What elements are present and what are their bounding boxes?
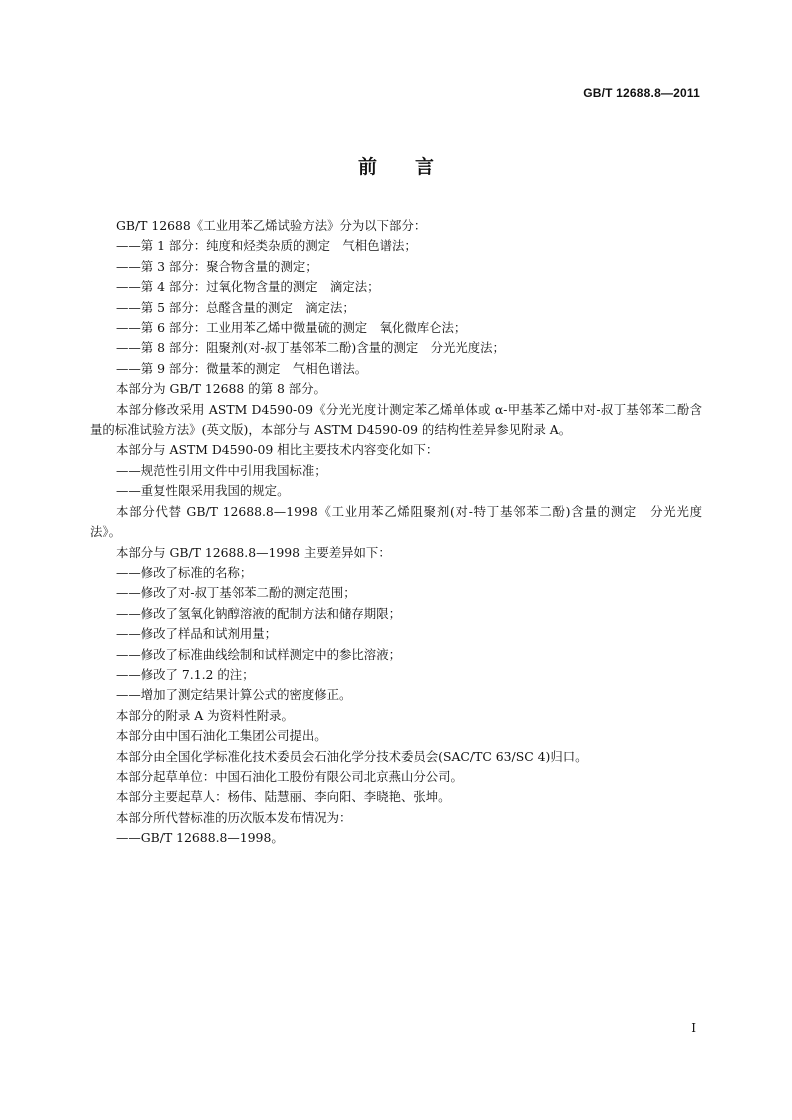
standard-number: GB/T 12688.8—2011 (583, 86, 700, 100)
paragraph: GB/T 12688《工业用苯乙烯试验方法》分为以下部分： (116, 218, 427, 233)
list-item: ——第 9 部分：微量苯的测定 气相色谱法。 (116, 360, 368, 376)
list-item: ——重复性限采用我国的规定。 (116, 483, 290, 499)
list-item: ——修改了标准曲线绘制和试样测定中的参比溶液； (116, 646, 401, 662)
paragraph: 本部分由全国化学标准化技术委员会石油化学分技术委员会(SAC/TC 63/SC 4)归口。 (116, 748, 588, 764)
list-item: ——第 5 部分：总醛含量的测定 滴定法； (116, 299, 355, 315)
list-item: ——第 6 部分：工业用苯乙烯中微量硫的测定 氧化微库仑法； (116, 320, 467, 336)
list-item: ——修改了对-叔丁基邻苯二酚的测定范围； (116, 585, 356, 601)
title-char-2: 言 (415, 156, 435, 178)
list-item: ——修改了样品和试剂用量； (116, 626, 278, 642)
paragraph: 本部分起草单位：中国石油化工股份有限公司北京燕山分公司。 (116, 768, 463, 784)
list-item: ——修改了氢氧化钠醇溶液的配制方法和储存期限； (116, 605, 401, 621)
paragraph: 本部分的附录 A 为资料性附录。 (116, 707, 294, 723)
list-item: ——规范性引用文件中引用我国标准； (116, 462, 327, 478)
list-item: ——GB/T 12688.8—1998。 (116, 830, 284, 846)
paragraph: 本部分为 GB/T 12688 的第 8 部分。 (116, 381, 326, 397)
paragraph: 本部分与 ASTM D4590-09 相比主要技术内容变化如下： (116, 442, 439, 458)
list-item: ——第 1 部分：纯度和烃类杂质的测定 气相色谱法； (116, 238, 417, 254)
paragraph: 本部分由中国石油化工集团公司提出。 (116, 728, 327, 744)
paragraph: 本部分与 GB/T 12688.8—1998 主要差异如下： (116, 544, 391, 560)
list-item: ——修改了 7.1.2 的注； (116, 666, 255, 682)
list-item: ——第 8 部分：阻聚剂(对-叔丁基邻苯二酚)含量的测定 分光光度法； (116, 340, 505, 356)
list-item: ——增加了测定结果计算公式的密度修正。 (116, 687, 352, 703)
foreword-body (90, 216, 702, 849)
page-number: I (691, 1021, 696, 1035)
paragraph: 本部分主要起草人：杨伟、陆慧丽、李向阳、李晓艳、张坤。 (116, 789, 451, 805)
paragraph: 本部分代替 GB/T 12688.8—1998《工业用苯乙烯阻聚剂(对-特丁基邻苯二酚)含量的测定 分光光度法》。 (90, 503, 702, 540)
page-title (0, 152, 792, 179)
list-item: ——第 3 部分：聚合物含量的测定； (116, 258, 318, 274)
list-item: ——第 4 部分：过氧化物含量的测定 滴定法； (116, 279, 380, 295)
paragraph: 本部分所代替标准的历次版本发布情况为： (116, 809, 352, 825)
list-item: ——修改了标准的名称； (116, 564, 253, 580)
paragraph: 本部分修改采用 ASTM D4590-09《分光光度计测定苯乙烯单体或 α-甲基苯乙烯中对-叔丁基邻苯二酚含量的标准试验方法》(英文版)，本部分与 ASTM D4590-09 的结构性差异参见附录 A。 (90, 401, 702, 438)
title-char-1: 前 (357, 156, 377, 178)
